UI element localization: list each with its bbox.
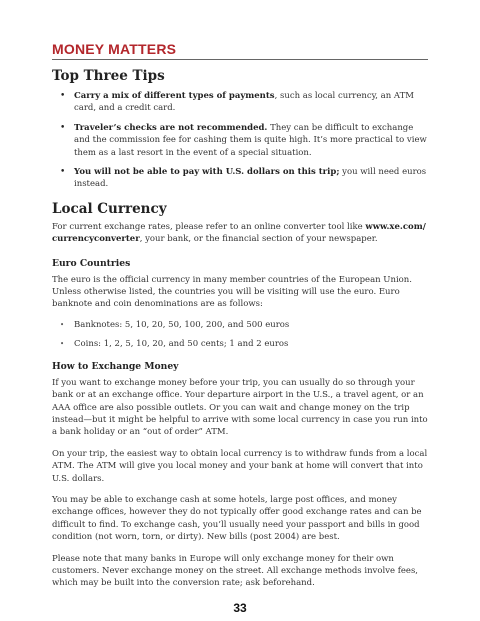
list-item: • Banknotes: 5, 10, 20, 50, 100, 200, and 500 euros [52,319,430,331]
exchange-paragraph: If you want to exchange money before your trip, you can usually do so through your bank or at an exchange office. Your departure airport in the U.S., a travel agent, or an AAA office are also possible outlets. Or you can wait and change money on the trip instead—but it might be helpful to arrive with some local currency in case you run into a bank holiday or an “out of order” ATM. [52,377,428,438]
section-title: MONEY MATTERS [52,41,177,57]
list-item: • Coins: 1, 2, 5, 10, 20, and 50 cents; 1 and 2 euros [52,338,430,350]
denominations-list [52,319,430,351]
exchange-paragraph: Please note that many banks in Europe will only exchange money for their own customers. Never exchange money on the street. All exchange methods involve fees, which may be built into the conversion rate; ask beforehand. [52,553,419,589]
list-item [52,90,430,115]
list-item [52,166,430,191]
list-item [52,122,430,159]
tip-text: They can be difficult to exchange and the commission fee for cashing them is quite high. It’s more practical to view them as a last resort in the event of a special situation. [74,122,427,158]
tip-bold-text: Traveler’s checks are not recommended. [74,122,268,133]
local-currency-heading: Local Currency [52,200,167,217]
tip-text: , such as local currency, an ATM card, and a credit card. [74,91,414,114]
tip-bold-text: You will not be able to pay with U.S. dollars on this trip; [74,167,340,178]
euro-countries-heading: Euro Countries [52,257,131,269]
title-divider [52,59,428,60]
exchange-heading: How to Exchange Money [52,360,179,372]
intro-text: For current exchange rates, please refer to an online converter tool like [52,221,366,232]
intro-text-end: , your bank, or the financial section of your newspaper. [139,234,378,245]
page-number: 33 [233,601,247,615]
tips-heading: Top Three Tips [52,68,165,84]
tip-bold-text: Carry a mix of different types of payments [74,91,275,101]
converter-link[interactable]: www.xe.com/ currencyconverter [52,221,426,245]
tip-text: you will need euros instead. [74,167,427,190]
exchange-paragraph: You may be able to exchange cash at some hotels, large post offices, and money exchange offices, however they do not typically offer good exchange rates and can be difficult to find. To exchange cash, you’ll usually need your passport and bills in good condition (not worn, torn, or dirty). New bills (post 2004) are best. [52,494,422,543]
exchange-paragraph: On your trip, the easiest way to obtain local currency is to withdraw funds from a local ATM. The ATM will give you local money and your bank at home will convert that into U.S. dollars. [52,448,428,484]
euro-countries-body: The euro is the official currency in many member countries of the European Union. Unless otherwise listed, the countries you will be visiting will use the euro. Euro banknote and coin denominations are as follows: [52,274,412,310]
local-currency-intro [52,221,430,246]
tips-list [52,90,430,191]
page-content [52,68,430,590]
